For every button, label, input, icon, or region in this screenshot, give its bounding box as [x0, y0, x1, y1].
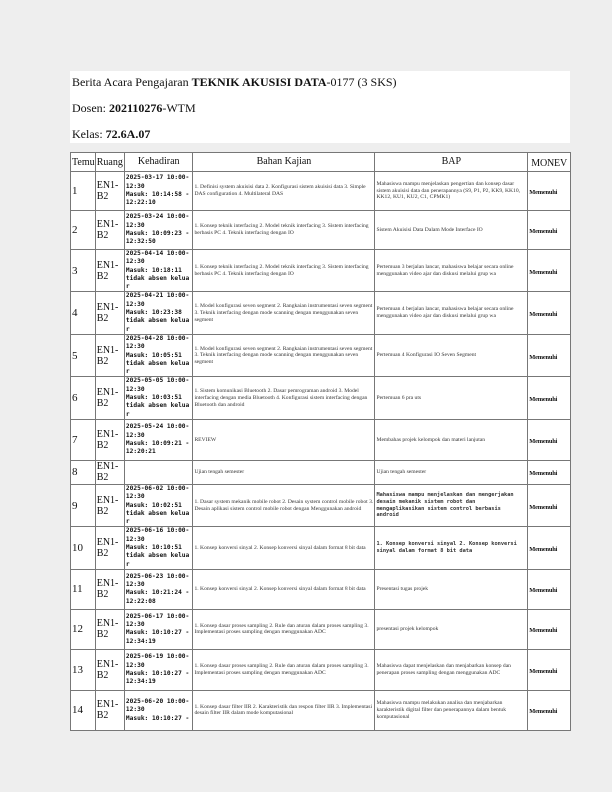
class-label: Kelas:: [72, 127, 106, 141]
kehadiran-hadir: 2025-04-28 10:00-12:30: [125, 334, 190, 351]
cell-temu: 3: [71, 250, 96, 292]
kehadiran-hadir: 2025-03-24 10:00-12:30: [125, 213, 190, 229]
cell-temu: 4: [71, 292, 96, 334]
table-row: [71, 649, 571, 690]
cell-bahan-kajian: 1. Dasar system mekanik mobile robot 2. Desain system control mobile robot 3. Desain aplikasi sistem control mobile robot dengan Menggunakan android: [193, 484, 375, 526]
kehadiran-masuk: Masuk: 10:09:23 - 12:32:50: [125, 230, 190, 246]
cell-monev: Memenuhi: [528, 649, 571, 690]
cell-bap: Mahasiswa mampu menjelaskan dan mengerjakan desain mekanik sistem robot dan mengaplikasikan sistem control berbasis android: [375, 484, 528, 526]
cell-bap: presentasi projek kelompok: [375, 609, 528, 649]
cell-kehadiran: [124, 569, 193, 609]
cell-kehadiran: [124, 377, 193, 419]
kehadiran-masuk: Masuk: 10:03:51: [125, 394, 182, 402]
cell-bahan-kajian: 1. Model konfigurasi seven segment 2. Rangkaian instrumentasi seven segment 3. Teknik interfacing dengan mode scanning dengan menggunakan seven segment: [193, 292, 375, 334]
kehadiran-note: tidak absen keluar: [125, 274, 190, 291]
cell-kehadiran: [124, 609, 193, 649]
cell-ruang: EN1-B2: [95, 569, 124, 609]
course-name: TEKNIK AKUSISI DATA: [191, 75, 327, 89]
cell-bap: Pertemuan 4 berjalan lancar, mahasiswa belajar secara online menggunakan video ajar dan diskusi melalui grup wa: [375, 292, 528, 334]
cell-monev: Memenuhi: [528, 377, 571, 419]
col-temu: Temu: [71, 153, 96, 172]
kehadiran-hadir: 2025-06-19 10:00-12:30: [125, 653, 190, 669]
cell-temu: 7: [71, 419, 96, 460]
table-row: [71, 484, 571, 526]
title-prefix: Berita Acara Pengajaran: [72, 75, 192, 89]
meeting-table: [70, 152, 571, 731]
cell-monev: Memenuhi: [528, 460, 571, 484]
cell-ruang: EN1-B2: [95, 484, 124, 526]
cell-bap: Mahasiswa mampu menjelaskan pengertian dan konsep dasar sistem akuisisi data dan penerapannya (S9, P1, P2, KK9, KK10, KK12, KU1, KU2, C1, CPMK1): [375, 172, 528, 211]
kehadiran-note: tidak absen keluar: [125, 509, 190, 526]
cell-kehadiran: [124, 690, 193, 730]
kehadiran-masuk: Masuk: 10:10:27 - 12:34:19: [125, 629, 190, 645]
cell-bahan-kajian: 1. Definisi system akuisisi data 2. Konfigurasi sistem akuisisi data 3. Simple DAS configuration 4. Multilateral DAS: [193, 172, 375, 211]
cell-temu: 9: [71, 484, 96, 526]
cell-monev: Memenuhi: [528, 484, 571, 526]
kehadiran-masuk: Masuk: 10:02:51: [125, 501, 182, 509]
cell-temu: 12: [71, 609, 96, 649]
cell-ruang: EN1-B2: [95, 527, 124, 569]
cell-kehadiran: [124, 292, 193, 334]
kehadiran-note: tidak absen keluar: [125, 402, 190, 418]
kehadiran-hadir: 2025-06-16 10:00-12:30: [125, 527, 190, 543]
table-row: [71, 377, 571, 419]
kehadiran-note: tidak absen keluar: [125, 317, 190, 333]
kehadiran-masuk: Masuk: 10:21:24 - 12:22:08: [125, 589, 190, 605]
lecturer-code: -WTM: [162, 101, 196, 115]
cell-ruang: EN1-B2: [95, 211, 124, 250]
cell-temu: 2: [71, 211, 96, 250]
class-value: 72.6A.07: [105, 127, 151, 141]
cell-bahan-kajian: REVIEW: [193, 419, 375, 460]
table-header-row: [71, 153, 571, 172]
cell-bahan-kajian: 1. Sistem komunikasi Bluetooth 2. Dasar pemrograman android 3. Model interfacing dengan media Bluetooth 4. Konfigurasi sistem interfacing dengan Bluetooth dan android: [193, 377, 375, 419]
cell-ruang: EN1-B2: [95, 250, 124, 292]
course-title-line: [72, 75, 397, 90]
cell-monev: Memenuhi: [528, 211, 571, 250]
cell-bap: Sistem Akuisisi Data Dalam Mode Interface IO: [375, 211, 528, 250]
cell-bahan-kajian: 1. Konsep konversi sinyal 2. Konsep konversi sinyal dalam format 8 bit data: [193, 527, 375, 569]
cell-temu: 14: [71, 690, 96, 730]
table-row: [71, 211, 571, 250]
cell-monev: Memenuhi: [528, 609, 571, 649]
kehadiran-masuk: Masuk: 10:18:11: [125, 266, 182, 274]
cell-bahan-kajian: 1. Konsep dasar proses sampling 2. Rule dan aturan dalam proses sampling 3. Implementasi proses sampling dengan menggunakan ADC: [193, 649, 375, 690]
kehadiran-masuk: Masuk: 10:10:27 -: [125, 714, 190, 722]
cell-bap: Pertemuan 4 Konfigurasi IO Seven Segment: [375, 334, 528, 376]
cell-temu: 1: [71, 172, 96, 211]
cell-temu: 8: [71, 460, 96, 484]
cell-bahan-kajian: Ujian tengah semester: [193, 460, 375, 484]
kehadiran-masuk: Masuk: 10:10:27 - 12:34:19: [125, 669, 190, 686]
lecturer-label: Dosen:: [72, 101, 109, 115]
cell-kehadiran: [124, 172, 193, 211]
cell-kehadiran: [124, 334, 193, 376]
cell-ruang: EN1-B2: [95, 334, 124, 376]
cell-kehadiran: [124, 250, 193, 292]
table-row: [71, 609, 571, 649]
cell-temu: 6: [71, 377, 96, 419]
cell-kehadiran: [124, 211, 193, 250]
cell-kehadiran: [124, 484, 193, 526]
cell-ruang: EN1-B2: [95, 649, 124, 690]
cell-bap: 1. Konsep konversi sinyal 2. Konsep konversi sinyal dalam format 8 bit data: [375, 527, 528, 569]
cell-monev: Memenuhi: [528, 569, 571, 609]
report-header: [70, 71, 570, 143]
cell-kehadiran: [124, 527, 193, 569]
cell-monev: Memenuhi: [528, 334, 571, 376]
table-row: [71, 292, 571, 334]
table-row: [71, 690, 571, 730]
kehadiran-masuk: Masuk: 10:10:51: [125, 544, 182, 552]
cell-monev: Memenuhi: [528, 292, 571, 334]
kehadiran-hadir: 2025-06-23 10:00-12:30: [125, 572, 190, 589]
col-bap: BAP: [375, 153, 528, 172]
kehadiran-hadir: 2025-06-17 10:00-12:30: [125, 612, 190, 629]
table-row: [71, 172, 571, 211]
lecturer-line: [72, 101, 196, 116]
cell-bahan-kajian: 1. Konsep dasar filter IIR 2. Karakteristik dan respon filter IIR 3. Implementasi desain filter IIR dalam mode komputasional: [193, 690, 375, 730]
kehadiran-note: tidak absen keluar: [125, 359, 190, 376]
class-line: [72, 127, 150, 142]
cell-temu: 11: [71, 569, 96, 609]
cell-bap: Pertemuan 6 pra uts: [375, 377, 528, 419]
lecturer-id: 202110276: [109, 101, 163, 115]
table-row: [71, 334, 571, 376]
col-monev: MONEV: [528, 153, 571, 172]
table-row: [71, 250, 571, 292]
cell-kehadiran: [124, 460, 193, 484]
table-row: [71, 419, 571, 460]
cell-ruang: EN1-B2: [95, 609, 124, 649]
table-row: [71, 460, 571, 484]
kehadiran-hadir: 2025-05-24 10:00-12:30: [125, 423, 190, 439]
cell-monev: Memenuhi: [528, 690, 571, 730]
kehadiran-hadir: 2025-04-14 10:00-12:30: [125, 250, 190, 266]
cell-bahan-kajian: 1. Konsep konversi sinyal 2. Konsep konversi sinyal dalam format 8 bit data: [193, 569, 375, 609]
cell-bahan-kajian: 1. Konsep teknik interfacing 2. Model teknik interfacing 3. Sistem interfacing berbasis PC 4. Teknik interfacing dengan IO: [193, 250, 375, 292]
kehadiran-hadir: 2025-04-21 10:00-12:30: [125, 292, 190, 308]
cell-ruang: EN1-B2: [95, 419, 124, 460]
cell-bap: Ujian tengah semester: [375, 460, 528, 484]
cell-monev: Memenuhi: [528, 172, 571, 211]
course-code: -0177 (3 SKS): [326, 75, 397, 89]
cell-bahan-kajian: 1. Konsep dasar proses sampling 2. Rule dan aturan dalam proses sampling 3. Implementasi proses sampling dengan menggunakan ADC: [193, 609, 375, 649]
kehadiran-hadir: 2025-05-05 10:00-12:30: [125, 377, 190, 393]
cell-bap: Mahasiswa dapat menjelaskan dan menjabarkan konsep dan penerapan proses sampling dengan menggunakan ADC: [375, 649, 528, 690]
col-bahan-kajian: Bahan Kajian: [193, 153, 375, 172]
cell-kehadiran: [124, 649, 193, 690]
kehadiran-hadir: 2025-03-17 10:00-12:30: [125, 174, 190, 190]
kehadiran-masuk: Masuk: 10:23:38: [125, 309, 182, 317]
kehadiran-note: tidak absen keluar: [125, 552, 190, 568]
kehadiran-masuk: Masuk: 10:14:58 - 12:22:10: [125, 191, 190, 207]
cell-ruang: EN1-B2: [95, 460, 124, 484]
table-row: [71, 527, 571, 569]
cell-bahan-kajian: 1. Konsep teknik interfacing 2. Model teknik interfacing 3. Sistem interfacing berbasis PC 4. Teknik interfacing dengan IO: [193, 211, 375, 250]
kehadiran-masuk: Masuk: 10:05:51: [125, 351, 182, 359]
cell-bap: Mahasiswa mampu melakukan analisa dan menjabarkan karakteristik digital filter dan penerapannya dalam bentuk komputasional: [375, 690, 528, 730]
cell-ruang: EN1-B2: [95, 377, 124, 419]
cell-monev: Memenuhi: [528, 419, 571, 460]
cell-monev: Memenuhi: [528, 527, 571, 569]
kehadiran-masuk: Masuk: 10:09:21 - 12:20:21: [125, 439, 190, 456]
col-kehadiran: Kehadiran: [124, 153, 193, 172]
cell-ruang: EN1-B2: [95, 690, 124, 730]
cell-bap: Membahas projek kelompok dan materi lanjutan: [375, 419, 528, 460]
cell-temu: 5: [71, 334, 96, 376]
cell-bahan-kajian: 1. Model konfigurasi seven segment 2. Rangkaian instrumentasi seven segment 3. Teknik interfacing dengan mode scanning dengan menggunakan seven segment: [193, 334, 375, 376]
table-row: [71, 569, 571, 609]
cell-ruang: EN1-B2: [95, 292, 124, 334]
cell-bap: Pertemuan 3 berjalan lancar, mahasiswa belajar secara online menggunakan video ajar dan diskusi melalui grup wa: [375, 250, 528, 292]
col-ruang: Ruang: [95, 153, 124, 172]
cell-bap: Presentasi tugas projek: [375, 569, 528, 609]
kehadiran-hadir: 2025-06-20 10:00-12:30: [125, 697, 190, 714]
cell-kehadiran: [124, 419, 193, 460]
kehadiran-hadir: 2025-06-02 10:00-12:30: [125, 484, 190, 501]
cell-ruang: EN1-B2: [95, 172, 124, 211]
cell-temu: 10: [71, 527, 96, 569]
cell-monev: Memenuhi: [528, 250, 571, 292]
cell-temu: 13: [71, 649, 96, 690]
